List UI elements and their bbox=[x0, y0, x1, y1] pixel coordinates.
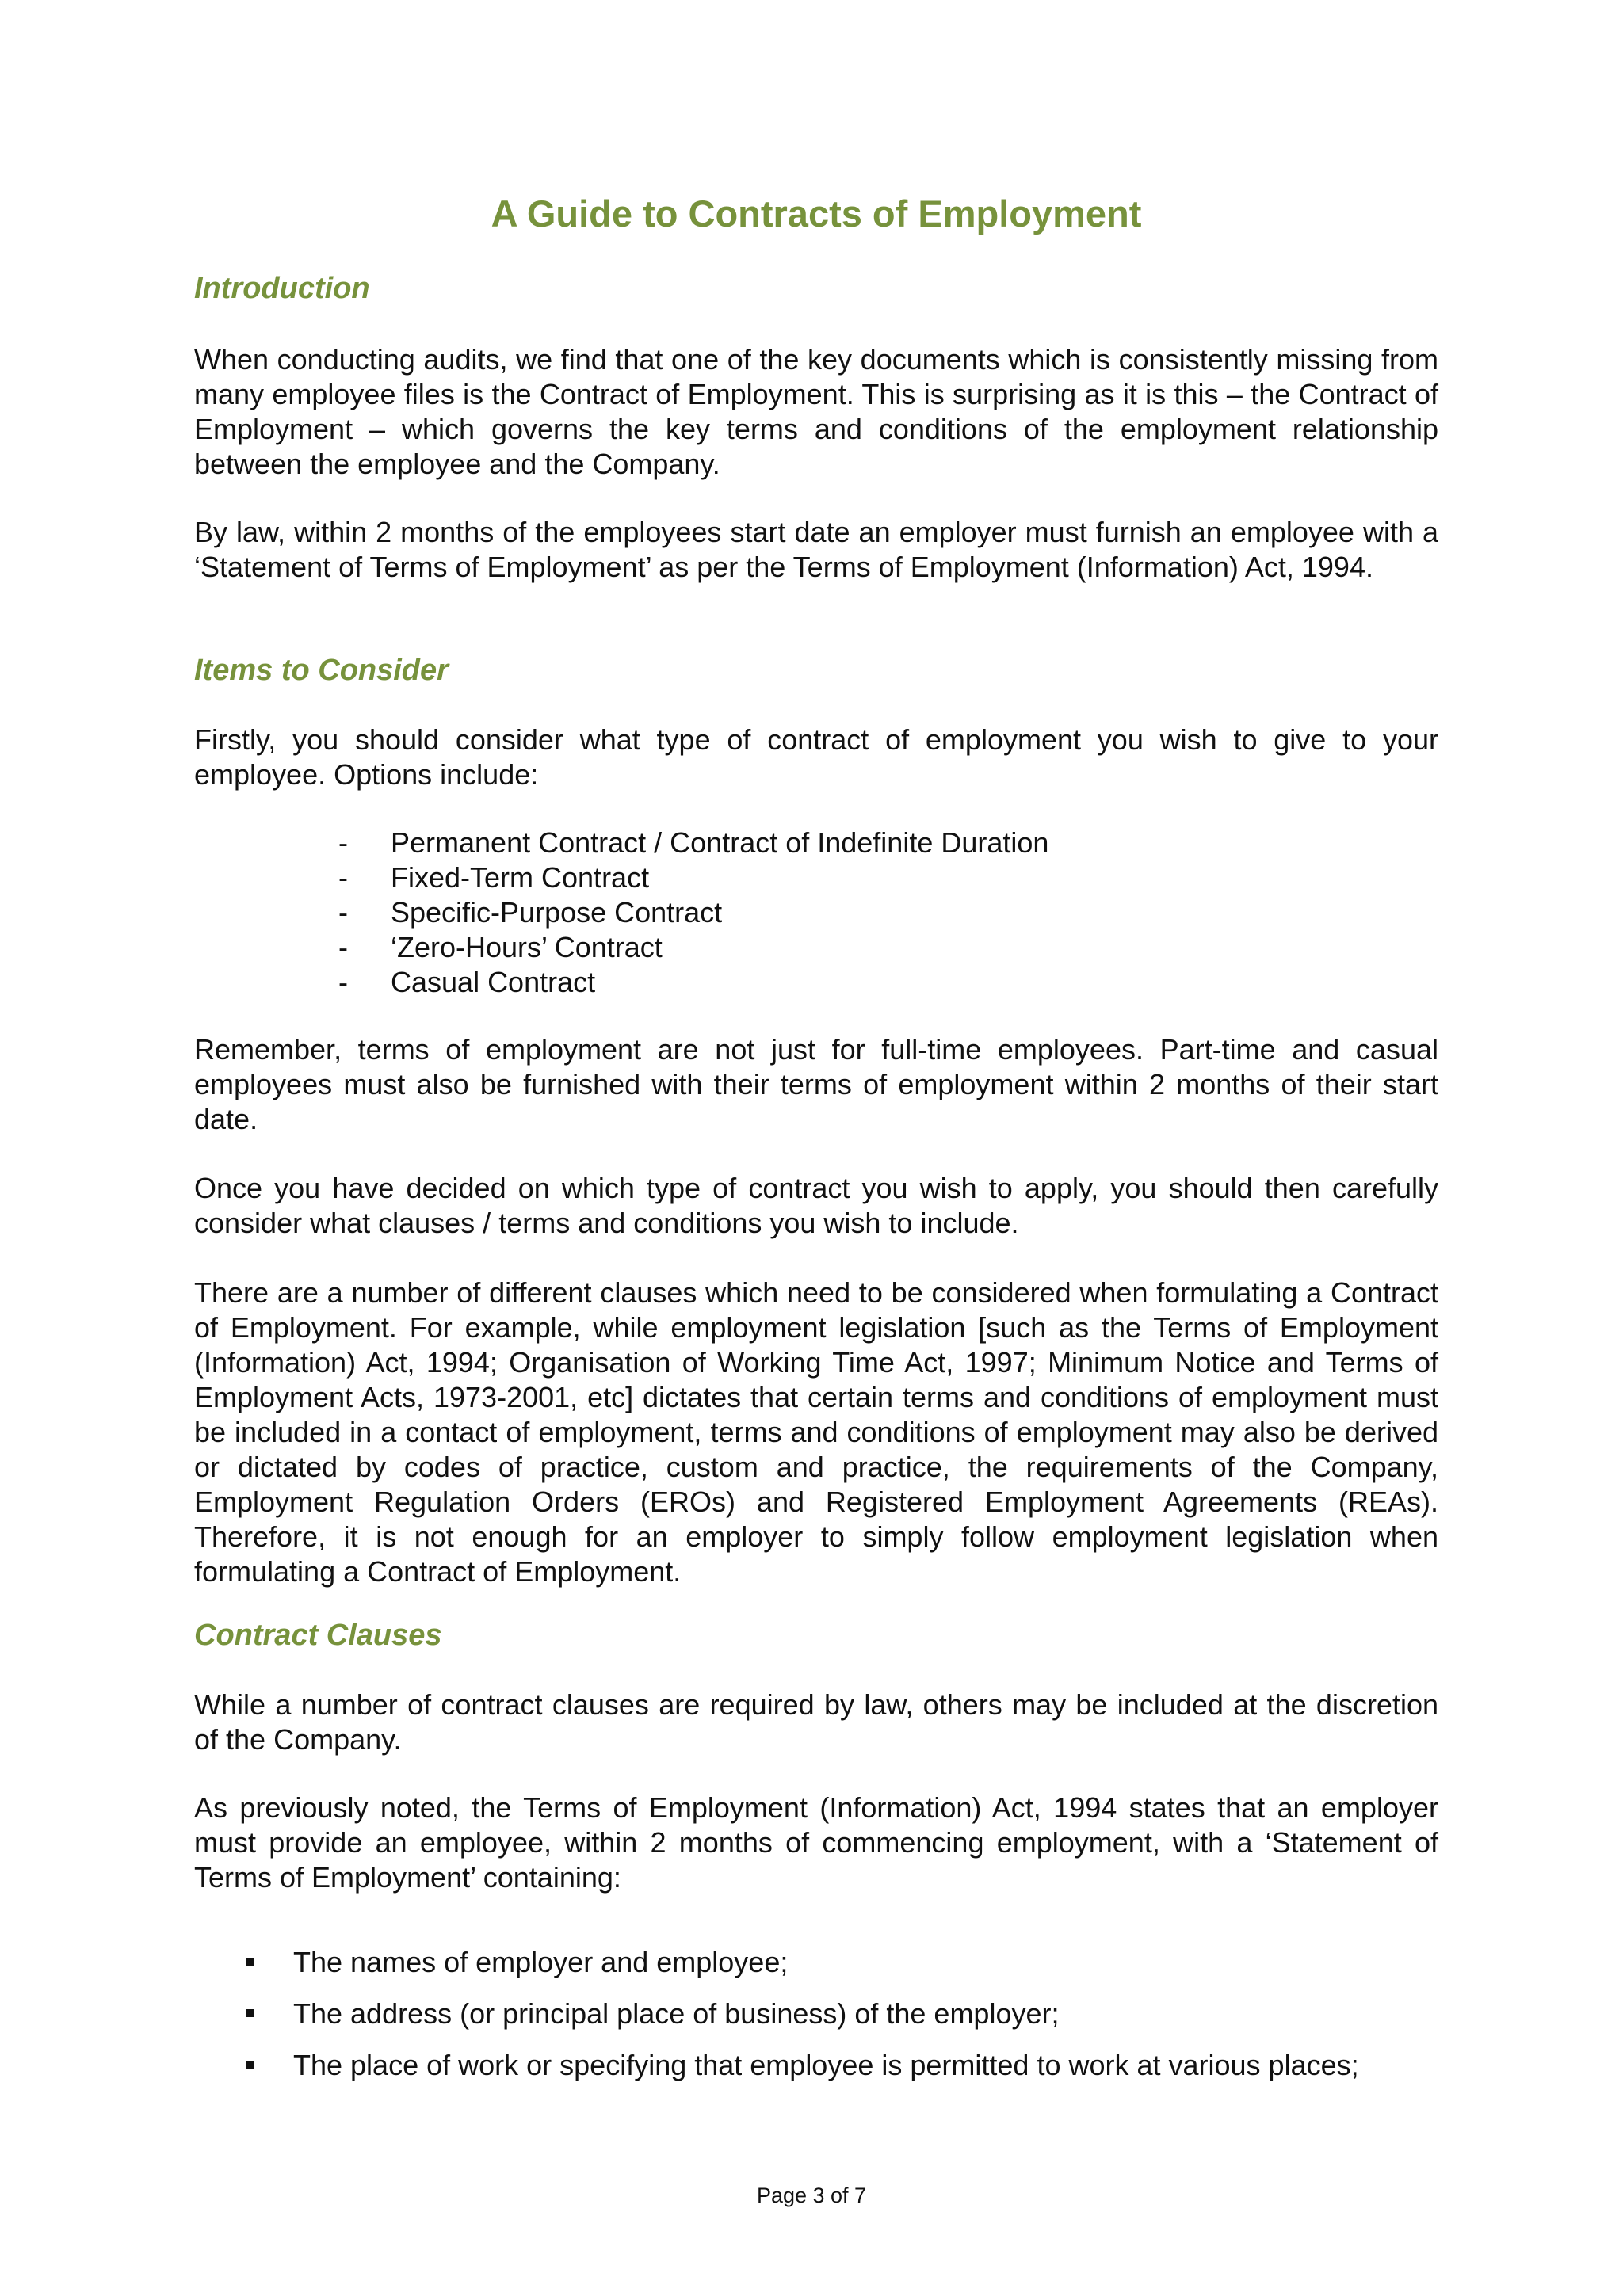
paragraph-part-time-note: Remember, terms of employment are not just for full-time employees. Part-time and casual employees must also be furnished with their terms of employment within 2 months of their start date. bbox=[194, 1033, 1438, 1135]
square-bullet-icon bbox=[246, 1958, 254, 1966]
heading-introduction: Introduction bbox=[194, 272, 370, 305]
list-item: - ‘Zero-Hours’ Contract bbox=[338, 931, 663, 963]
list-item: - Casual Contract bbox=[338, 966, 596, 998]
document-title: A Guide to Contracts of Employment bbox=[491, 193, 1142, 235]
heading-items-to-consider: Items to Consider bbox=[194, 654, 449, 687]
dash-marker: - bbox=[338, 966, 348, 998]
dash-marker: - bbox=[338, 896, 348, 929]
paragraph-legislation: There are a number of different clauses which need to be considered when formulating a Contract of Employment. For example, while employment legislation [such as the Terms of Employment (Information) Act, 1994; Organisation of Working Time Act, 1997; Minimum Notice and Terms of Employment Acts, 1973-2001, etc] dictates that certain terms and conditions of employment must be included in a contact of employment, terms and conditions of employment may also be derived or dictated by codes of practice, custom and practice, the requirements of the Company, Employment Regulation Orders (EROs) and Registered Employment Agreements (REAs). Therefore, it is not enough for an employer to simply follow employment legislation when formulating a Contract of Employment. bbox=[194, 1276, 1438, 1588]
list-item: - Specific-Purpose Contract bbox=[338, 896, 723, 929]
list-item: - Permanent Contract / Contract of Indefinite Duration bbox=[338, 826, 1049, 859]
paragraph-intro-2: By law, within 2 months of the employees start date an employer must furnish an employee with a ‘Statement of Terms of Employment’ as per the Terms of Employment (Information) Act, 1994. bbox=[194, 516, 1438, 583]
paragraph-clauses-required: While a number of contract clauses are required by law, others may be included at the discretion of the Company. bbox=[194, 1688, 1438, 1756]
paragraph-intro-1: When conducting audits, we find that one of the key documents which is consistently missing from many employee files is the Contract of Employment. This is surprising as it is this – the Contract of Employment – which governs the key terms and conditions of the employment relationship between the employee and the Company. bbox=[194, 343, 1438, 480]
list-item: The address (or principal place of business) of the employer; bbox=[194, 1997, 1359, 2031]
contract-options-list bbox=[194, 826, 1048, 1000]
statement-contents-list bbox=[194, 1945, 1359, 2100]
square-bullet-icon bbox=[246, 2009, 254, 2017]
list-item: The place of work or specifying that employee is permitted to work at various places; bbox=[194, 2048, 1359, 2083]
square-bullet-icon bbox=[246, 2061, 254, 2069]
heading-contract-clauses: Contract Clauses bbox=[194, 1619, 442, 1652]
paragraph-statement-of-terms: As previously noted, the Terms of Employment (Information) Act, 1994 states that an employer must provide an employee, within 2 months of commencing employment, with a ‘Statement of Terms of Employment’ containing: bbox=[194, 1791, 1438, 1894]
page-number: Page 3 of 7 bbox=[756, 2183, 867, 2207]
list-item: The names of employer and employee; bbox=[194, 1945, 1359, 1980]
dash-marker: - bbox=[338, 826, 348, 859]
dash-marker: - bbox=[338, 931, 348, 963]
list-item: - Fixed-Term Contract bbox=[338, 861, 650, 894]
dash-marker: - bbox=[338, 861, 348, 894]
paragraph-clauses-decision: Once you have decided on which type of contract you wish to apply, you should then carefully consider what clauses / terms and conditions you wish to include. bbox=[194, 1172, 1438, 1239]
paragraph-options-intro: Firstly, you should consider what type of contract of employment you wish to give to your employee. Options include: bbox=[194, 723, 1438, 791]
